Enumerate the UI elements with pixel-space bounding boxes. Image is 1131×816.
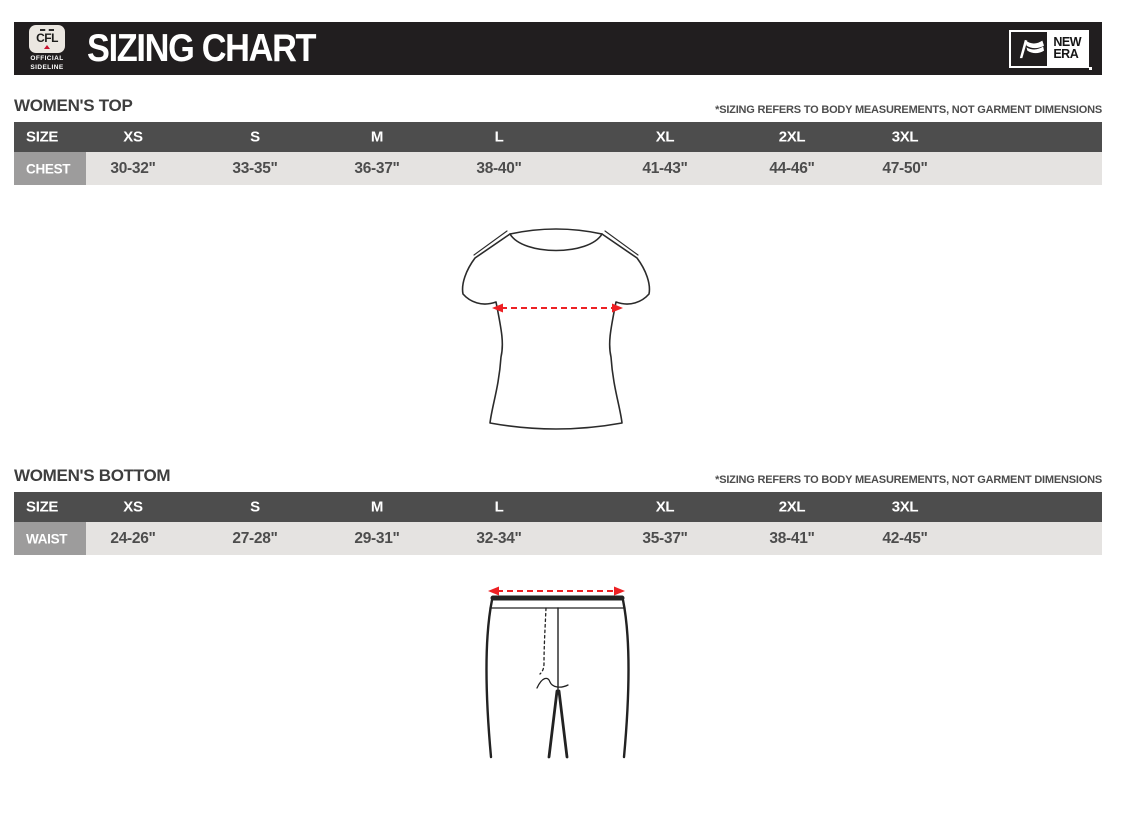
size-col-m: M (370, 128, 384, 146)
chest-value-xl: 41-43" (642, 159, 688, 177)
red-triangle-icon (44, 45, 50, 49)
size-col-xl: XL (655, 128, 675, 146)
chest-value-2xl: 44-46" (769, 159, 815, 177)
waist-value-2xl: 38-41" (769, 529, 815, 547)
waist-value-xl: 35-37" (642, 529, 688, 547)
new-era-flag-panel (1011, 32, 1047, 66)
size-col-m: M (370, 498, 384, 516)
size-col-2xl: 2XL (778, 498, 806, 516)
sizing-disclaimer-top: *SIZING REFERS TO BODY MEASUREMENTS, NOT GARMENT DIMENSIONS (715, 104, 1102, 116)
chest-value-xs: 30-32" (110, 159, 156, 177)
chest-value-m: 36-37" (354, 159, 400, 177)
sizing-disclaimer-bottom: *SIZING REFERS TO BODY MEASUREMENTS, NOT GARMENT DIMENSIONS (715, 474, 1102, 486)
size-row-label: SIZE (26, 498, 59, 516)
waist-value-xs: 24-26" (110, 529, 156, 547)
chest-label-cell (14, 152, 86, 185)
size-col-l: L (494, 128, 504, 146)
cfl-sideline-label: SIDELINE (30, 63, 64, 71)
size-col-3xl: 3XL (891, 498, 919, 516)
leggings-illustration (482, 585, 630, 767)
womens-bottom-section-header (14, 460, 1102, 486)
womens-top-size-table (14, 122, 1102, 185)
cfl-official-label: OFFICIAL (30, 55, 64, 63)
waist-label: WAIST (26, 531, 68, 546)
trademark-dot (1089, 67, 1092, 70)
chest-value-s: 33-35" (232, 159, 278, 177)
tshirt-illustration (461, 222, 651, 436)
cfl-logo-text: CFL (36, 31, 58, 46)
size-col-xl: XL (655, 498, 675, 516)
size-col-xs: XS (123, 498, 143, 516)
size-row-label: SIZE (26, 128, 59, 146)
new-era-word-era: ERA (1053, 46, 1079, 61)
size-header-row (14, 122, 1102, 152)
waist-measure-arrow (488, 587, 625, 596)
cfl-sub-text (30, 55, 63, 71)
size-header-row (14, 492, 1102, 522)
waist-value-3xl: 42-45" (882, 529, 928, 547)
chest-value-l: 38-40" (476, 159, 522, 177)
new-era-word-new: NEW (1053, 34, 1081, 49)
new-era-logo (1009, 30, 1089, 68)
waist-value-m: 29-31" (354, 529, 400, 547)
size-col-3xl: 3XL (891, 128, 919, 146)
size-col-l: L (494, 498, 504, 516)
page-title: SIZING CHART (87, 26, 316, 70)
womens-bottom-size-table (14, 492, 1102, 555)
cfl-official-sideline-logo (27, 25, 67, 71)
size-col-2xl: 2XL (778, 128, 806, 146)
waist-value-l: 32-34" (476, 529, 522, 547)
size-col-xs: XS (123, 128, 143, 146)
section-title-womens-top: WOMEN'S TOP (14, 96, 133, 115)
size-col-s: S (250, 498, 260, 516)
waist-label-cell (14, 522, 86, 555)
new-era-flag-icon (1014, 37, 1044, 61)
chest-label: CHEST (26, 161, 71, 176)
section-title-womens-bottom: WOMEN'S BOTTOM (14, 466, 171, 485)
chest-value-row (14, 152, 1102, 185)
size-col-s: S (250, 128, 260, 146)
waist-value-s: 27-28" (232, 529, 278, 547)
header-bar (14, 22, 1102, 75)
waist-value-row (14, 522, 1102, 555)
womens-top-section-header (14, 90, 1102, 116)
new-era-wordmark (1047, 32, 1087, 66)
chest-value-3xl: 47-50" (882, 159, 928, 177)
cfl-shield-icon (29, 25, 65, 53)
